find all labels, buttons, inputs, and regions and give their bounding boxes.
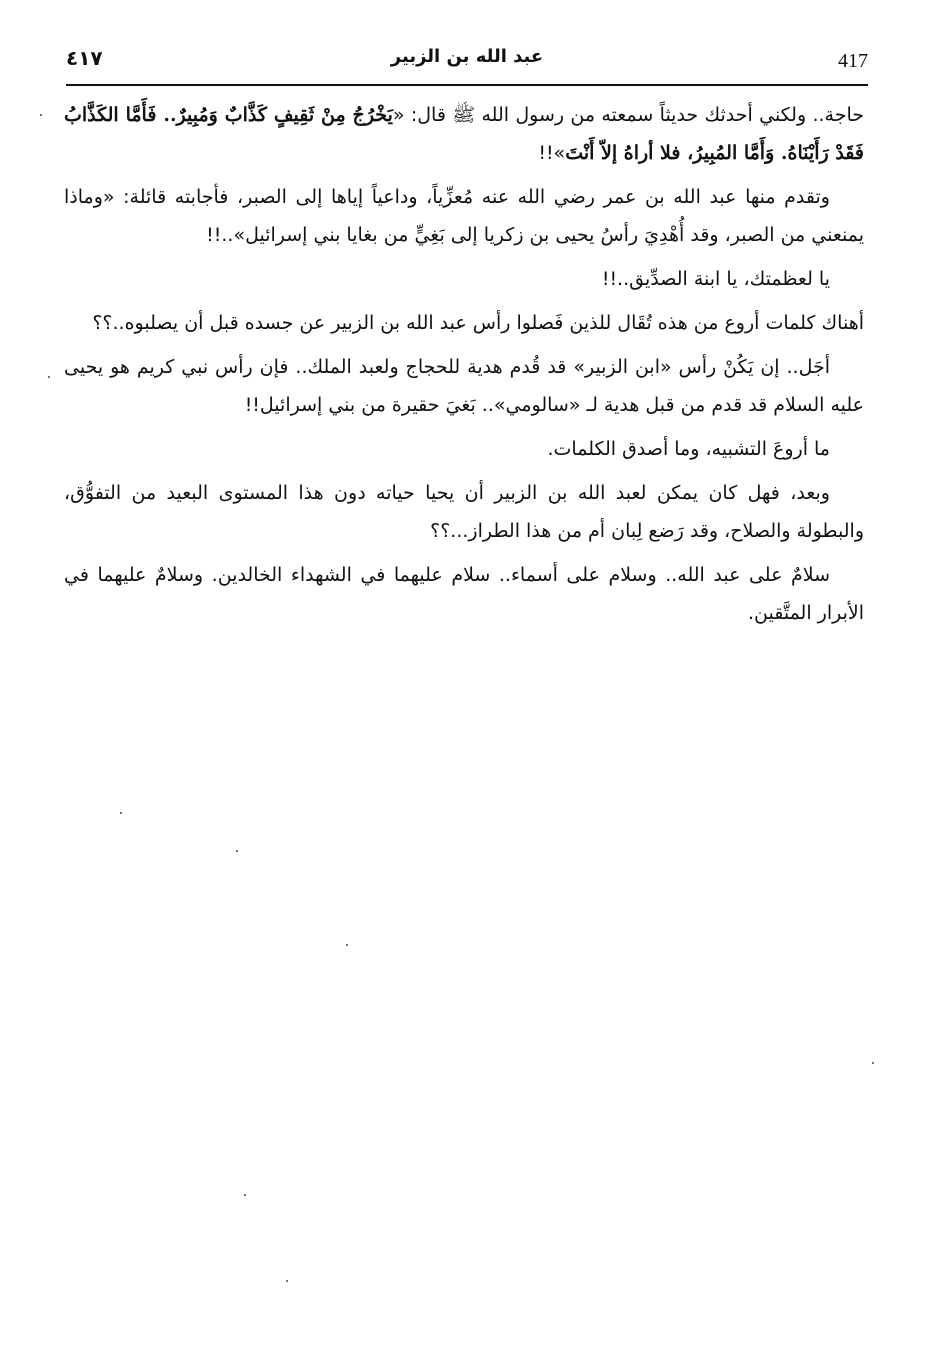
paragraph: [64, 178, 864, 254]
scan-speck: [40, 114, 42, 116]
paragraph-text: حاجة.. ولكني أحدثك حديثاً سمعته من رسول الله ﷺ قال: «: [392, 104, 865, 126]
paragraph: [64, 474, 864, 550]
header-rule: [66, 84, 868, 86]
paragraph-text: »!!: [538, 142, 566, 164]
scan-speck: [48, 376, 50, 378]
scan-speck: [244, 1194, 246, 1196]
paragraph-text: يا لعظمتك، يا ابنة الصدِّيق..!!: [601, 268, 830, 290]
page-header: [66, 44, 868, 84]
running-title: عبد الله بن الزبير: [390, 46, 544, 67]
page-number-latin: 417: [838, 50, 868, 72]
scan-speck: [236, 850, 238, 852]
scan-speck: [872, 1062, 874, 1064]
paragraph-text: ما أروعَ التشبيه، وما أصدق الكلمات.: [547, 438, 830, 460]
paragraph: [64, 260, 864, 298]
paragraph: [64, 304, 864, 342]
scan-speck: [120, 812, 122, 814]
paragraph-text: سلامٌ على عبد الله.. وسلام على أسماء.. سلام عليهما في الشهداء الخالدين. وسلامٌ عليهما في الأبرار المتَّقين.: [64, 564, 864, 624]
page-number-arabic: ٤١٧: [66, 46, 103, 70]
paragraph-text: وبعد، فهل كان يمكن لعبد الله بن الزبير أن يحيا حياته دون هذا المستوى البعيد من التفوُّق، والبطولة والصلاح، وقد رَضع لِبان أم من هذا الطراز...؟؟: [64, 482, 864, 542]
body-text: [64, 96, 864, 638]
paragraph: [64, 556, 864, 632]
paragraph: [64, 430, 864, 468]
paragraph: [64, 96, 864, 172]
scan-speck: [286, 1280, 288, 1282]
paragraph: [64, 348, 864, 424]
paragraph-text: وتقدم منها عبد الله بن عمر رضي الله عنه مُعزِّياً، وداعياً إياها إلى الصبر، فأجابته قائلة: «وماذا يمنعني من الصبر، وقد أُهْدِيَ رأسُ يحيى بن زكريا إلى بَغِيٍّ من بغايا بني إسرائيل»..!!: [64, 186, 864, 246]
paragraph-text: أجَل.. إن يَكُنْ رأس «ابن الزبير» قد قُدم هدية للحجاج ولعبد الملك.. فإن رأس نبي كريم هو يحيى عليه السلام قد قدم من قبل هدية لـ «سالومي».. بَغيَ حقيرة من بني إسرائيل!!: [64, 356, 864, 416]
hadith-quote: يَخْرُجُ مِنْ ثَقِيفٍ كَذَّابٌ وَمُبِيرٌ.. فَأَمَّا الكَذَّابُ فَقَدْ رَأَيْنَاهُ. وَأَمَّا المُبِيرُ، فلا أراهُ إلاّ أَنْتَ: [64, 104, 864, 164]
paragraph-text: أهناك كلمات أروع من هذه تُقَال للذين فَصلوا رأس عبد الله بن الزبير عن جسده قبل أن يصلبوه..؟؟: [92, 312, 864, 334]
scan-speck: [346, 944, 348, 946]
